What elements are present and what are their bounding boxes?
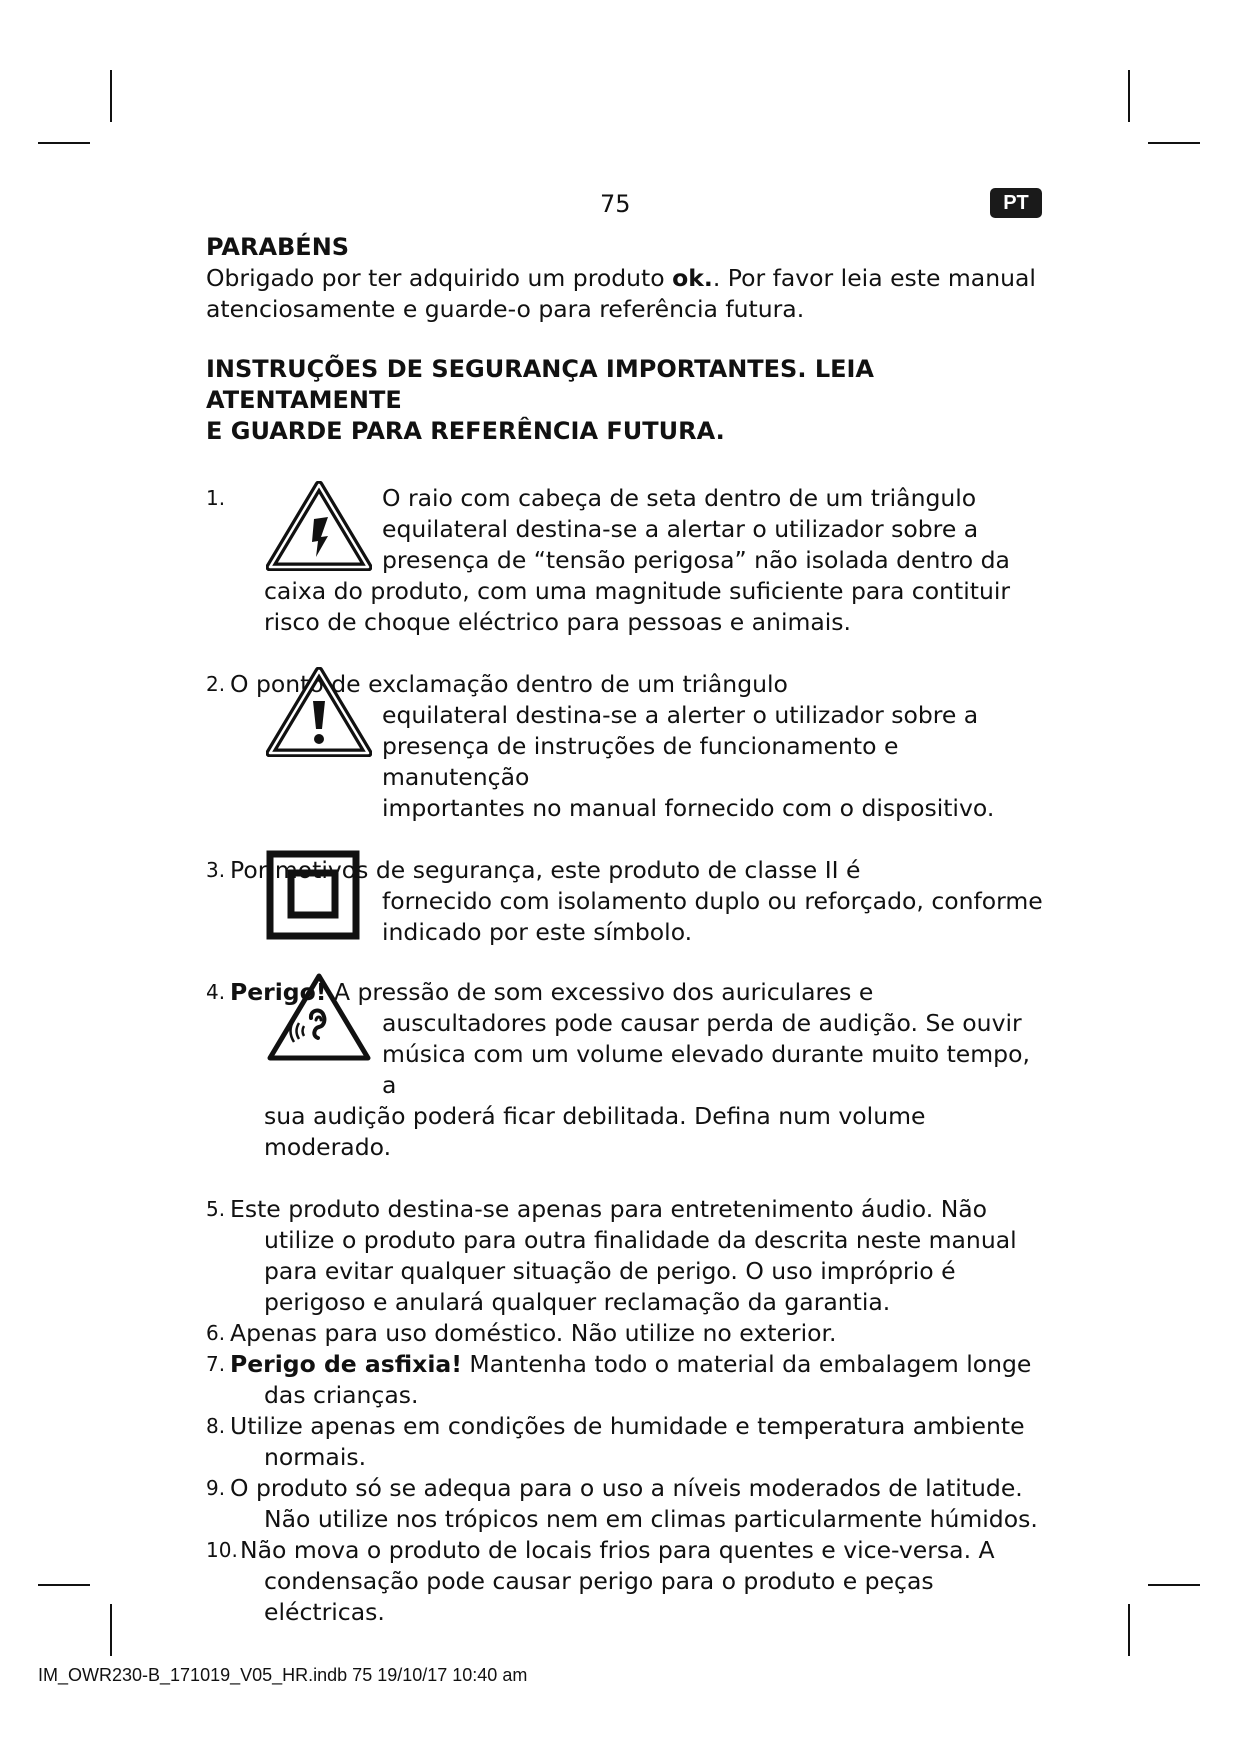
crop-mark-bottom-left-vertical: [110, 1604, 112, 1656]
item7-text-rest: Mantenha todo o material da embalagem longe das crianças.: [264, 1350, 1032, 1409]
safety-item-1: [206, 483, 1046, 638]
safety-item-5: [206, 1194, 1046, 1318]
item1-line1: O raio com cabeça de seta dentro de um triângulo: [382, 484, 977, 512]
item-number: 9.: [206, 1476, 226, 1500]
brand-name: ok.: [672, 264, 713, 292]
item4-line1-rest: A pressão de som excessivo dos auriculares e: [326, 978, 874, 1006]
hearing-warning-icon: [266, 972, 372, 1062]
item5-text: Este produto destina-se apenas para entretenimento áudio. Não utilize o produto para outra finalidade da descrita neste manual para evitar qualquer situação de perigo. O uso impróprio é perigoso e anulará qualquer reclamação da garantia.: [230, 1195, 1017, 1316]
safety-item-7: [206, 1349, 1046, 1411]
item4-line3: música com um volume elevado durante muito tempo, a: [382, 1040, 1030, 1099]
item10-text: Não mova o produto de locais frios para quentes e vice-versa. A condensação pode causar perigo para o produto e peças eléctricas.: [240, 1536, 995, 1626]
intro-title: PARABÉNS: [206, 233, 350, 261]
intro-text-part2: . Por favor leia este manual atenciosamente e guarde-o para referência futura.: [206, 264, 1036, 323]
asphyxia-label: Perigo de asfixia!: [230, 1350, 462, 1378]
crop-mark-bottom-right-horizontal: [1148, 1584, 1200, 1586]
item-number: 6.: [206, 1321, 226, 1345]
page-number: 75: [600, 190, 631, 218]
crop-mark-bottom-left-horizontal: [38, 1584, 90, 1586]
item-number: 3.: [206, 858, 226, 882]
manual-content: [206, 232, 1046, 1628]
print-footer: IM_OWR230-B_171019_V05_HR.indb 75 19/10/17 10:40 am: [38, 1665, 528, 1685]
safety-item-4: [206, 977, 1046, 1163]
item6-text: Apenas para uso doméstico. Não utilize no exterior.: [230, 1319, 837, 1347]
safety-item-6: [206, 1318, 1046, 1349]
item2-line1: O ponto de exclamação dentro de um triângulo: [230, 670, 788, 698]
item4-line2: auscultadores pode causar perda de audição. Se ouvir: [382, 1009, 1022, 1037]
intro-text: [206, 263, 1046, 325]
item2-line2: equilateral destina-se a alerter o utilizador sobre a: [382, 701, 979, 729]
crop-mark-bottom-right-vertical: [1128, 1604, 1130, 1656]
safety-title: [206, 354, 1046, 447]
item-number: 2.: [206, 672, 226, 696]
safety-item-10: [206, 1535, 1046, 1628]
intro-text-part1: Obrigado por ter adquirido um produto: [206, 264, 673, 292]
crop-mark-top-left-vertical: [110, 70, 112, 122]
safety-item-2: [206, 669, 1046, 824]
safety-title-line2: E GUARDE PARA REFERÊNCIA FUTURA.: [206, 417, 725, 445]
item-number: 8.: [206, 1414, 226, 1438]
item2-line3: presença de instruções de funcionamento e manutenção: [382, 732, 899, 791]
safety-title-line1: INSTRUÇÕES DE SEGURANÇA IMPORTANTES. LEIA ATENTAMENTE: [206, 355, 875, 414]
item1-line3: presença de “tensão perigosa” não isolada dentro da: [382, 546, 1010, 574]
crop-mark-top-right-vertical: [1128, 70, 1130, 122]
safety-instructions-list: [206, 483, 1046, 1628]
item2-line4: importantes no manual fornecido com o dispositivo.: [382, 794, 995, 822]
crop-mark-top-right-horizontal: [1148, 142, 1200, 144]
item-number: 5.: [206, 1197, 226, 1221]
item4-line4: sua audição poderá ficar debilitada. Defina num volume moderado.: [264, 1102, 926, 1161]
item1-line4: caixa do produto, com uma magnitude suficiente para contituir: [264, 577, 1011, 605]
lightning-triangle-icon: [266, 481, 372, 571]
language-badge: PT: [990, 188, 1042, 218]
item8-text: Utilize apenas em condições de humidade e temperatura ambiente normais.: [230, 1412, 1025, 1471]
item1-line5: risco de choque eléctrico para pessoas e animais.: [264, 608, 852, 636]
item3-line3: indicado por este símbolo.: [382, 918, 693, 946]
item7-text: [206, 1349, 1046, 1411]
danger-label: Perigo!: [230, 978, 327, 1006]
exclamation-triangle-icon: [266, 667, 372, 757]
safety-item-3: [206, 855, 1046, 948]
item9-text: O produto só se adequa para o uso a níveis moderados de latitude. Não utilize nos trópicos nem em climas particularmente húmidos.: [230, 1474, 1038, 1533]
item1-line2: equilateral destina-se a alertar o utilizador sobre a: [382, 515, 979, 543]
item-number: 4.: [206, 980, 226, 1004]
item-number: 10.: [206, 1538, 238, 1562]
item3-line2: fornecido com isolamento duplo ou reforçado, conforme: [382, 887, 1043, 915]
double-square-icon: [266, 850, 372, 940]
safety-item-9: [206, 1473, 1046, 1535]
item3-line1: Por motivos de segurança, este produto de classe II é: [230, 856, 861, 884]
item-number: 1.: [206, 486, 226, 510]
crop-mark-top-left-horizontal: [38, 142, 90, 144]
item-number: 7.: [206, 1352, 226, 1376]
safety-item-8: [206, 1411, 1046, 1473]
